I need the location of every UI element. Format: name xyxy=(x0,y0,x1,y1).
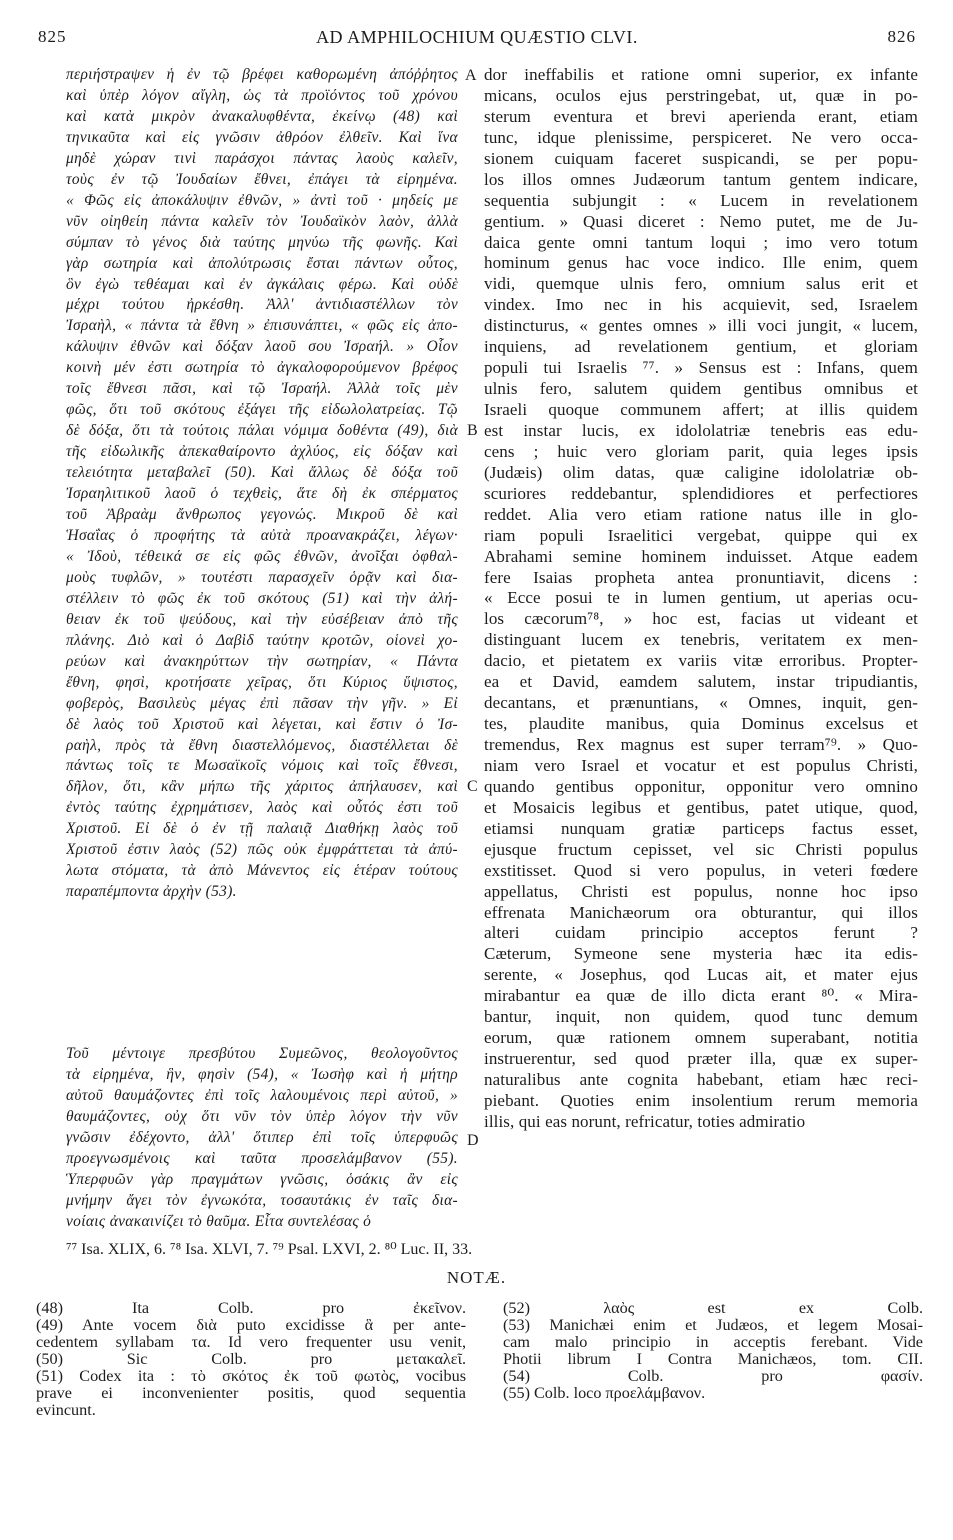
latin-text-line: exstitisset. Quod si vero populus, in veteri fœdere xyxy=(484,860,918,880)
greek-text-line: καὶ κατὰ μικρὸν ἀνακαλυφθέντα, ἐκείνῳ (48) καὶ xyxy=(66,107,458,125)
page-header xyxy=(38,27,916,57)
greek-text-line: γὰρ σωτηρία καὶ ἀπολύτρωσις ἔσται πάντων οὗτος, xyxy=(66,254,458,272)
greek-text-line: προεγνωσμένοις καὶ ταῦτα προσελάμβανον (55). xyxy=(66,1149,458,1167)
latin-text-line: ejusque fructum cepisset, vel sic Christi populus xyxy=(484,839,918,859)
latin-text-line: ea et David, eamdem salutem, instar tripudiantis, xyxy=(484,672,918,692)
latin-text-line: tremendus, Rex magnus est super terram⁷⁹. » Quo- xyxy=(484,735,918,754)
latin-text-line: scuriores reddebantur, splendidiores et perfectiores xyxy=(484,483,918,503)
latin-text-line: micans, oculos ejus perstringebat, ut, quæ in po- xyxy=(484,85,918,105)
greek-text-line: τοῦ Ἀβραὰμ ἄνθρωπος γεγονώς. Μικροῦ δὲ καὶ xyxy=(66,506,458,524)
note-line: (55) Colb. loco προελάμβανον. xyxy=(503,1385,706,1402)
greek-text-line: πάντως τοῖς τε Μωσαϊκοῖς νόμοις καὶ τοῖς ἔθνεσι, xyxy=(66,757,458,775)
greek-text-line: κάλυψιν ἐθνῶν καὶ δόξαν λαοῦ σου Ἰσραήλ. » Οἷον xyxy=(66,338,458,356)
latin-text-line: (Judæis) olim datas, quæ caligine idololatriæ ob- xyxy=(484,462,918,482)
scripture-references: ⁷⁷ Isa. XLIX, 6. ⁷⁸ Isa. XLVI, 7. ⁷⁹ Psal. LXVI, 2. ⁸⁰ Luc. II, 33. xyxy=(66,1241,473,1258)
note-line: cam malo principio in acceptis ferebant. Vide xyxy=(503,1334,923,1351)
margin-letter-c: C xyxy=(467,778,478,795)
latin-text-line: distincturus, « gentes omnes » illi voci jungit, « lucem, xyxy=(484,316,918,336)
greek-text-line: τῆς εἰδωλικῆς ἀπεκαθαίροντο ἀχλύος, εἰς δόξαν καὶ xyxy=(66,443,458,461)
greek-text-line: δὲ δόξα, ὅτι τὰ τούτοις πάλαι νόμιμα δοθέντα (49), διὰ xyxy=(66,422,458,440)
note-line: (51) Codex ita : τὸ σκότος ἐκ τοῦ φωτὸς, vocibus xyxy=(36,1368,466,1385)
note-line: prave ei inconvenienter positis, quod sequentia xyxy=(36,1385,466,1402)
greek-text-line: περιήστραψεν ἡ ἐν τῷ βρέφει καθορωμένη ἀπόῤῥητος xyxy=(66,66,458,83)
latin-text-line: Cæterum, Symeone sene mysteria hæc ita edis- xyxy=(484,944,918,964)
latin-text-line: etiamsi nunquam gratiæ particeps factus esset, xyxy=(484,818,918,838)
latin-text-line: hominum genus hac voce indico. Ille enim, quem xyxy=(484,253,918,273)
note-line: evincunt. xyxy=(36,1402,96,1419)
latin-text-line: sionem cuiquam faceret suspicandi, se per popu- xyxy=(484,148,918,168)
latin-text-line: instruerentur, sed quod præter illa, quæ ex super- xyxy=(484,1049,918,1069)
margin-letter-b: B xyxy=(467,422,478,439)
latin-column xyxy=(484,65,918,1133)
latin-text-line: bantur, inquit, non quidem, quod tunc demum xyxy=(484,1007,918,1027)
latin-text-line: riam populi Israelitici vergebat, quippe qui ex xyxy=(484,525,918,545)
latin-text-line: piebant. Quoties enim insolentium rerum memoria xyxy=(484,1090,918,1110)
greek-text-line: Ἰσραὴλ, « πάντα τὰ ἔθνη » ἐπισυνάπτει, « φῶς εἰς ἀπο- xyxy=(66,317,458,335)
greek-text-line: τὰ εἰρημένα, ἣν, φησὶν (54), « Ἰωσὴφ καὶ ἡ μήτηρ xyxy=(66,1065,458,1083)
greek-text-line: γνῶσιν ἐδέχοντο, ἀλλ' ὅτιπερ ἐπὶ τοῖς ὑπερφυῶς xyxy=(66,1128,458,1146)
latin-text-line: dor ineffabilis et ratione omni superior, ex infante xyxy=(484,65,918,84)
latin-text-line: appellatus, Christi est populus, nonne hoc ipso xyxy=(484,881,918,901)
greek-text-line: Ἰσραηλιτικοῦ λαοῦ ὁ τεχθεὶς, ἅτε δὴ ἐκ σπέρματος xyxy=(66,485,458,503)
note-line: Photii librum I Contra Manichæos, tom. CII. xyxy=(503,1351,923,1368)
greek-text-line: αὐτοῦ θαυμάζοντες ἐπὶ τοῖς λαλουμένοις περὶ αὐτοῦ, » xyxy=(66,1086,458,1104)
greek-text-line: στέλλειν τὸ φῶς ἐκ τοῦ σκότους (51) καὶ τὴν ἀλή- xyxy=(66,589,458,607)
greek-text-line: ἐντὸς ταύτης ἐχρημάτισεν, λαὸς καὶ οὗτός ἐστι τοῦ xyxy=(66,799,458,817)
notes-left-column xyxy=(36,1300,466,1419)
latin-text-line: tunc, idque plenissime, perspiceret. Ne vero occa- xyxy=(484,127,918,147)
latin-text-line: Abrahami semine hominem induisset. Atque eadem xyxy=(484,546,918,566)
latin-text-line: illis, qui eas norunt, refricatur, toties admiratio xyxy=(484,1111,806,1131)
latin-text-line: « Ecce posui te in lumen gentium, ut aperias ocu- xyxy=(484,588,918,608)
greek-text-line: δὲ λαὸς τοῦ Χριστοῦ καὶ λέγεται, καὶ ἔστιν ὁ Ἰσ- xyxy=(66,715,458,733)
notes-heading: NOTÆ. xyxy=(446,1268,507,1287)
latin-text-line: Israeli quoque communem affert; at illis quidem xyxy=(484,400,918,419)
greek-text-line: μνήμην ἄγει τὸν ἐγνωκότα, τοσαυτάκις ἐν ταῖς δια- xyxy=(66,1191,458,1209)
greek-text-line: « Ἰδοὺ, τέθεικά σε εἰς φῶς ἐθνῶν, ἀνοῖξαι ὀφθαλ- xyxy=(66,547,458,565)
greek-text-line: Ἡσαΐας ὁ προφήτης τὰ αὐτὰ προανακράζει, λέγων· xyxy=(66,526,458,544)
left-page-number: 825 xyxy=(38,27,67,46)
running-title: AD AMPHILOCHIUM QUÆSTIO CLVI. xyxy=(316,27,638,47)
latin-text-line: reddet. Alia vero etiam ratione natus ille in glo- xyxy=(484,504,918,524)
greek-text-line: ὃν ἐγὼ τεθέαμαι καὶ ἐν ἀγκάλαις φέρω. Καὶ οὐδὲ xyxy=(66,275,458,293)
greek-text-line: τελειότητα μεταβαλεῖ (50). Καὶ ἄλλως δὲ δόξα τοῦ xyxy=(66,464,458,482)
greek-text-line: « Φῶς εἰς ἀποκάλυψιν ἐθνῶν, » ἀντὶ τοῦ · μηδείς με xyxy=(66,191,458,209)
latin-text-line: fere Isaias propheta antea pronuntiavit, dicens : xyxy=(484,567,918,587)
note-line: (53) Manichæi enim et Judæos, et legem Mosai- xyxy=(503,1317,923,1334)
greek-text-line: τηνικαῦτα καὶ εἰς γνῶσιν ἀθρόον ἐλθεῖν. Καὶ ἵνα xyxy=(66,128,458,146)
greek-text-line: μοὺς τυφλῶν, » τουτέστι παρασχεῖν ὁρᾷν καὶ δια- xyxy=(66,568,458,586)
latin-text-line: niam vero Israel et vocatur et est populus Christi, xyxy=(484,755,918,775)
latin-text-line: est instar lucis, ex idololatriæ tenebris eas edu- xyxy=(484,420,918,440)
latin-text-line: populi tui Israelis ⁷⁷. » Sensus est : Infans, quem xyxy=(484,358,918,378)
greek-text-line: μέχρι τούτου ἠρκέσθη. Ἀλλ' ἀντιδιαστέλλων τὸν xyxy=(66,296,458,314)
greek-text-line: ρεύων καὶ ἀνακηρύττων τὴν σωτηρίαν, « Πάντα xyxy=(66,652,458,670)
greek-text-line: τοῖς ἔθνεσι πᾶσι, καὶ τῷ Ἰσραήλ. Ἀλλὰ τοῖς μὲν xyxy=(66,380,458,398)
margin-letter-d: D xyxy=(467,1132,479,1149)
latin-text-line: naturalibus ante cognita habebant, etiam hæc reci- xyxy=(484,1070,918,1089)
note-line: (48) Ita Colb. pro ἐκεῖνον. xyxy=(36,1300,466,1317)
latin-text-line: sequentia subjungit : « Lucem in revelationem xyxy=(484,190,918,210)
greek-text-line: σύμπαν τὸ γένος διὰ ταύτης μηνύω τῆς φωνῆς. Καὶ xyxy=(66,233,458,251)
greek-text-line: νοίαις ἀνακαινίζει τὸ θαῦμα. Εἶτα συντελέσας ὁ xyxy=(66,1212,372,1230)
latin-text-line: los illos omnes Judæorum tantum gentem indicare, xyxy=(484,169,918,189)
greek-column-top xyxy=(66,65,458,903)
greek-text-line: καὶ ὑπὲρ λόγον αἴγλη, ὡς τὰ προϊόντος τοῦ χρόνου xyxy=(66,86,458,104)
greek-text-line: Τοῦ μέντοιγε πρεσβύτου Συμεῶνος, θεολογοῦντος xyxy=(66,1045,458,1062)
latin-text-line: tes, plaudite manibus, quia Dominus excelsus et xyxy=(484,714,918,734)
greek-text-line: Χριστοῦ. Εἰ δὲ ὁ ἐν τῇ παλαιᾷ Διαθήκῃ λαὸς τοῦ xyxy=(66,820,458,838)
note-line: (52) λαὸς est ex Colb. xyxy=(503,1300,923,1317)
latin-text-line: sterum eventura et brevi aperienda erant, etiam xyxy=(484,106,918,126)
latin-text-line: daica gente omni tantum loqui ; imo vero totum xyxy=(484,232,918,252)
latin-text-line: ulnis fero, salutem quidem gentibus omnibus et xyxy=(484,379,918,399)
greek-text-line: κοινὴ μέν ἐστι σωτηρία τὸ ἀγκαλοφορούμενον βρέφος xyxy=(66,359,458,377)
latin-text-line: vindex. Imo nec in his acquievit, sed, Israelem xyxy=(484,295,918,315)
latin-text-line: et Mosaicis legibus et gentibus, patet utique, quod, xyxy=(484,797,918,817)
latin-text-line: distinguant lucem ex tenebris, veritatem ex men- xyxy=(484,630,918,650)
latin-text-line: quando gentibus opponitur, opponitur vero omnino xyxy=(484,776,918,796)
note-line: cedentem syllabam τα. Id vero frequenter usu venit, xyxy=(36,1334,466,1351)
latin-text-line: dacio, et pietatem ex variis vitæ erroribus. Propter- xyxy=(484,651,918,671)
note-line: (50) Sic Colb. pro μετακαλεῖ. xyxy=(36,1351,466,1368)
latin-text-line: inquiens, ad revelationem gentium, et gloriam xyxy=(484,337,918,357)
latin-text-line: eorum, quæ rationem omnem superabant, notitia xyxy=(484,1028,918,1048)
latin-text-line: mirabantur ea quæ de illo dicta erant ⁸⁰. « Mira- xyxy=(484,986,918,1006)
note-line: (49) Ante vocem διὰ puto excidisse ἃ per ante- xyxy=(36,1317,466,1334)
greek-text-line: δῆλον, ὅτι, κἂν μήπω τῆς χάριτος ἀπήλαυσεν, καὶ xyxy=(66,778,458,796)
latin-text-line: vidi, quemque ulnis fero, omnium salus erit et xyxy=(484,274,918,294)
greek-text-line: θαυμάζοντες, οὐχ ὅτι νῦν τὸν ὑπὲρ λόγον τὴν νῦν xyxy=(66,1107,458,1125)
latin-text-line: cens ; huic vero gloriam parit, quia leges ipsis xyxy=(484,441,918,461)
greek-text-line: ραὴλ, πρὸς τὰ ἔθνη διαστελλόμενος, διαστέλλεται δὲ xyxy=(66,736,458,754)
margin-letter-a: A xyxy=(465,67,477,84)
latin-text-line: gentium. » Quasi diceret : Nemo putet, me de Ju- xyxy=(484,211,918,231)
latin-text-line: serente, « Josephus, qod Lucas ait, et mater ejus xyxy=(484,965,918,985)
right-page-number: 826 xyxy=(887,27,916,46)
greek-text-line: τοὺς ἐν τῷ Ἰουδαίων ἔθνει, ἐπάγει τὰ εἰρημένα. xyxy=(66,170,458,188)
greek-text-line: νῦν οἰηθείη πάντα καλεῖν τὸν Ἰουδαϊκὸν λαὸν, ἀλλὰ xyxy=(66,212,458,230)
greek-text-line: θειαν ἐκ τοῦ ψεύδους, καὶ τὴν εὐσέβειαν ἀπὸ τῆς xyxy=(66,610,458,628)
greek-column-bottom xyxy=(66,1044,458,1233)
notes-right-column xyxy=(503,1300,923,1402)
greek-text-line: πλάνης. Διὸ καὶ ὁ Δαβὶδ ταύτην κροτῶν, οἱονεὶ χο- xyxy=(66,631,458,649)
greek-text-line: παραπέμποντα ἀρχὴν (53). xyxy=(66,883,237,901)
latin-text-line: los cæcorum⁷⁸, » hoc est, facias ut videant et xyxy=(484,609,918,629)
latin-text-line: effrenata Manichæorum ora obturantur, qui illos xyxy=(484,902,918,922)
greek-text-line: φοβερὸς, Βασιλεὺς μέγας ἐπὶ πᾶσαν τὴν γῆν. » Εἰ xyxy=(66,694,458,712)
greek-text-line: Ὑπερφυῶν γὰρ πραγμάτων γνῶσις, ὁσάκις ἂν εἰς xyxy=(66,1170,458,1188)
greek-text-line: μηδὲ χώραν τινὶ παράσχοι πάντας λαοὺς καλεῖν, xyxy=(66,149,458,167)
greek-text-line: Χριστοῦ ἐστιν λαὸς (52) πῶς οὐκ ἐμφράττεται τὰ ἀπύ- xyxy=(66,841,458,859)
note-line: (54) Colb. pro φασίν. xyxy=(503,1368,923,1385)
greek-text-line: φῶς, ὅτι τοῦ σκότους ἐξάγει τῆς εἰδωλολατρείας. Τῷ xyxy=(66,401,458,419)
greek-text-line: ἔθνη, φησὶ, κροτήσατε χεῖρας, ὅτι Κύριος ὕψιστος, xyxy=(66,673,458,691)
greek-text-line: λωτα στόματα, τὰ ἀπὸ Μάνεντος εἰς ἑτέραν τούτους xyxy=(66,862,458,880)
latin-text-line: alteri cuidam principio acceptos ferunt ? xyxy=(484,923,918,943)
latin-text-line: decantans, et prænuntians, « Omnes, inquit, gen- xyxy=(484,693,918,713)
